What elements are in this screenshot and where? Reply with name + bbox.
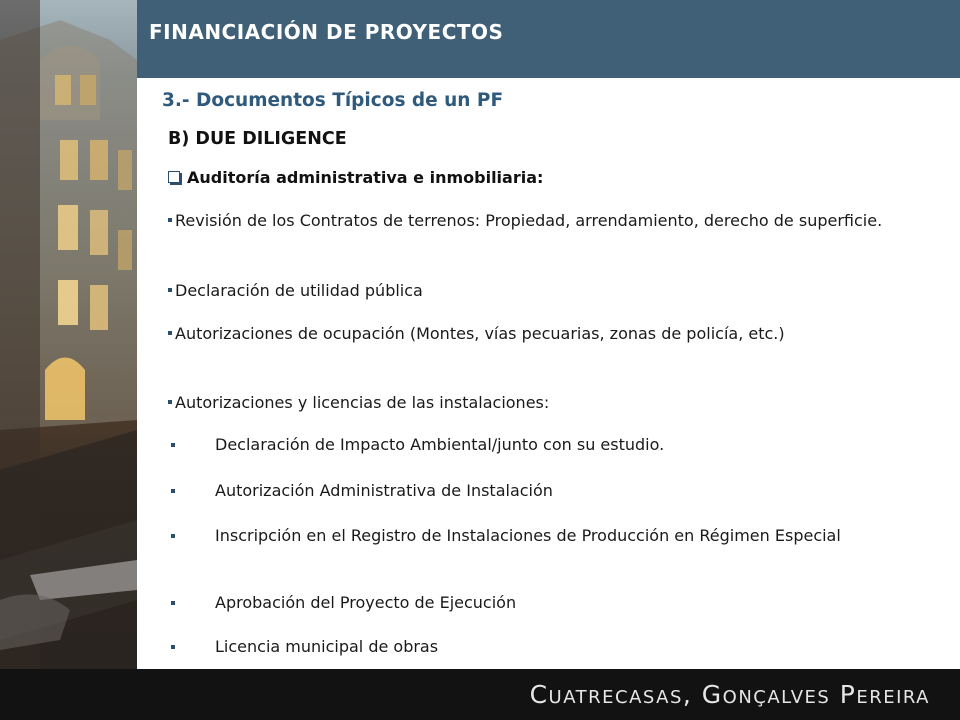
page-title: FINANCIACIÓN DE PROYECTOS [149,20,504,44]
firm-logo: Cuatrecasas, Gonçalves Pereira [529,680,930,709]
building-photo [0,0,137,720]
square-bullet-icon [171,489,175,493]
list-item [168,322,888,346]
list-item-text: Autorizaciones y licencias de las instalaciones: [175,393,550,412]
square-bullet-icon [171,645,175,649]
square-bullet-icon [171,443,175,447]
slide-subtitle: 3.- Documentos Típicos de un PF [162,90,504,111]
square-bullet-icon [168,331,172,335]
square-bullet-icon [171,534,175,538]
list-item-text: Revisión de los Contratos de terrenos: Propiedad, arrendamiento, derecho de superficie. [175,211,883,230]
sub-list-item-text: Licencia municipal de obras [215,637,439,656]
square-bullet-icon [171,601,175,605]
list-item [168,279,888,303]
sub-list-item-text: Inscripción en el Registro de Instalaciones de Producción en Régimen Especial [215,526,841,545]
section-heading: B) DUE DILIGENCE [168,129,347,149]
building-illustration [0,0,137,720]
square-bullet-icon [168,218,172,222]
list-item-text: Declaración de utilidad pública [175,281,423,300]
list-item [168,209,888,233]
list-item [168,391,888,415]
square-bullet-icon [168,400,172,404]
title-bar [137,0,960,78]
square-bullet-icon [168,288,172,292]
footer-bar [0,669,960,720]
checkbox-item-label: Auditoría administrativa e inmobiliaria: [187,168,544,187]
sub-list-item-text: Declaración de Impacto Ambiental/junto con su estudio. [215,435,665,454]
list-item-text: Autorizaciones de ocupación (Montes, vías pecuarias, zonas de policía, etc.) [175,324,785,343]
sub-list-item-text: Aprobación del Proyecto de Ejecución [215,593,517,612]
sub-list-item-text: Autorización Administrativa de Instalación [215,481,553,500]
checkbox-bullet-icon [168,171,180,183]
